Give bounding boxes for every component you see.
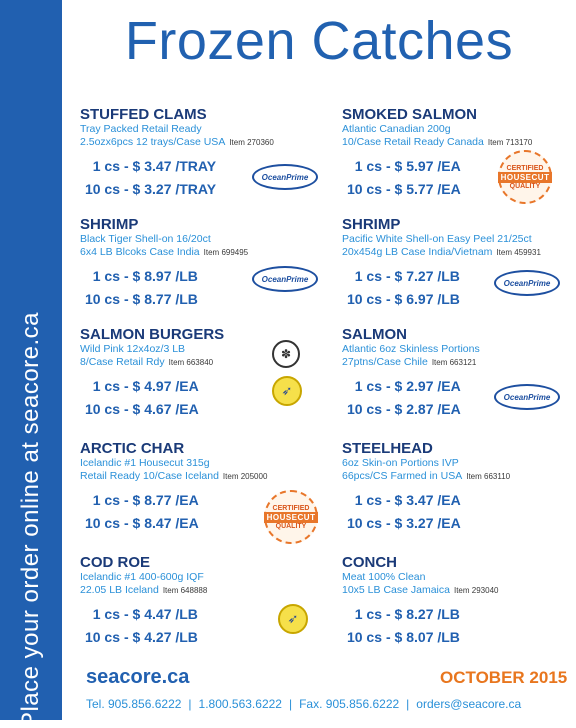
product-desc: Icelandic #1 400-600g IQF <box>80 571 204 583</box>
footer-website[interactable]: seacore.ca <box>86 666 190 688</box>
product-name: CONCH <box>342 554 397 571</box>
item-number: Item 699495 <box>203 248 249 257</box>
price-row: 1 cs - $ 7.27 /LB <box>354 268 460 284</box>
oceanprime-logo: OceanPrime <box>252 164 318 190</box>
product-name: SMOKED SALMON <box>342 106 477 123</box>
item-number: Item 663840 <box>168 358 214 367</box>
fish-certification-icon: ➶ <box>278 604 308 634</box>
sidebar <box>0 0 62 728</box>
product-desc: 10x5 LB Case Jamaica Item 293040 <box>342 584 499 596</box>
product-desc: Atlantic Canadian 200g <box>342 123 451 135</box>
product-card <box>80 106 325 214</box>
sidebar-order-text: Place your order online at seacore.ca <box>17 311 44 728</box>
product-name: SALMON BURGERS <box>80 326 225 343</box>
product-name: SALMON <box>342 326 407 343</box>
product-name: SHRIMP <box>80 216 139 233</box>
oceanprime-logo: OceanPrime <box>494 384 560 410</box>
item-number: Item 270360 <box>229 138 274 147</box>
price-row: 10 cs - $ 6.97 /LB <box>346 291 460 307</box>
item-number: Item 459931 <box>496 248 541 257</box>
fish-certification-icon: ➶ <box>272 376 302 406</box>
product-desc: 20x454g LB Case India/Vietnam Item 459931 <box>342 246 541 258</box>
product-name: STEELHEAD <box>342 440 433 457</box>
oceanprime-logo: OceanPrime <box>252 266 318 292</box>
product-desc: Icelandic #1 Housecut 315g <box>80 457 210 469</box>
price-row: 10 cs - $ 3.27 /EA <box>346 515 461 531</box>
product-desc: Wild Pink 12x4oz/3 LB <box>80 343 186 355</box>
price-row: 1 cs - $ 8.77 /EA <box>92 492 199 508</box>
product-desc: 8/Case Retail Rdy Item 663840 <box>80 356 214 368</box>
price-row: 1 cs - $ 5.97 /EA <box>354 158 461 174</box>
product-desc: 66pcs/CS Farmed in USA Item 663110 <box>342 470 511 482</box>
price-row: 10 cs - $ 2.87 /EA <box>346 401 461 417</box>
product-name: STUFFED CLAMS <box>80 106 207 123</box>
price-row: 1 cs - $ 4.47 /LB <box>92 606 198 622</box>
product-card <box>342 554 576 662</box>
product-card <box>342 326 576 434</box>
price-row: 1 cs - $ 8.97 /LB <box>92 268 198 284</box>
product-desc: Pacific White Shell-on Easy Peel 21/25ct <box>342 233 532 245</box>
toll-free: 1.800.563.6222 <box>198 697 282 711</box>
price-row: 1 cs - $ 3.47 /TRAY <box>92 158 217 174</box>
product-desc: Meat 100% Clean <box>342 571 426 583</box>
item-number: Item 293040 <box>453 586 499 595</box>
product-desc: 22.05 LB Iceland Item 648888 <box>80 584 208 596</box>
price-row: 10 cs - $ 5.77 /EA <box>346 181 461 197</box>
price-row: 1 cs - $ 2.97 /EA <box>354 378 461 394</box>
product-desc: 6oz Skin-on Portions IVP <box>342 457 459 469</box>
item-number: Item 205000 <box>222 472 268 481</box>
email-link[interactable]: orders@seacore.ca <box>416 697 522 711</box>
product-desc: Black Tiger Shell-on 16/20ct <box>80 233 211 245</box>
price-row: 10 cs - $ 8.77 /LB <box>84 291 198 307</box>
product-desc: 6x4 LB Blcoks Case India Item 699495 <box>80 246 249 258</box>
price-row: 1 cs - $ 4.97 /EA <box>92 378 199 394</box>
item-number: Item 663121 <box>431 358 477 367</box>
item-number: Item 648888 <box>162 586 208 595</box>
price-row: 10 cs - $ 3.27 /TRAY <box>84 181 217 197</box>
oceanprime-logo: OceanPrime <box>494 270 560 296</box>
page-title: Frozen Catches <box>124 11 514 71</box>
footer-date: OCTOBER 2015 <box>440 668 568 687</box>
telephone: Tel. 905.856.6222 <box>86 697 182 711</box>
price-row: 10 cs - $ 8.47 /EA <box>84 515 199 531</box>
product-desc: 10/Case Retail Ready Canada Item 713170 <box>342 136 533 148</box>
fax: Fax. 905.856.6222 <box>299 697 400 711</box>
housecut-badge: CERTIFIED HOUSECUT QUALITY <box>264 490 318 544</box>
price-row: 10 cs - $ 4.67 /EA <box>84 401 199 417</box>
price-row: 1 cs - $ 8.27 /LB <box>354 606 460 622</box>
product-desc: Retail Ready 10/Case Iceland Item 205000 <box>80 470 268 482</box>
housecut-badge: CERTIFIED HOUSECUT QUALITY <box>498 150 552 204</box>
product-desc: Tray Packed Retail Ready <box>80 123 202 135</box>
product-card <box>342 440 576 548</box>
price-row: 1 cs - $ 3.47 /EA <box>354 492 461 508</box>
price-row: 10 cs - $ 8.07 /LB <box>346 629 460 645</box>
contact-line: Tel. 905.856.6222 | 1.800.563.6222 | Fax. 905.856.6222 | orders@seacore.ca <box>86 697 522 711</box>
product-card <box>342 216 576 324</box>
item-number: Item 713170 <box>487 138 533 147</box>
product-desc: 2.5ozx6pcs 12 trays/Case USA Item 270360 <box>80 136 274 148</box>
product-name: COD ROE <box>80 554 151 571</box>
product-name: ARCTIC CHAR <box>80 440 185 457</box>
product-desc: 27ptns/Case Chile Item 663121 <box>342 356 477 368</box>
item-number: Item 663110 <box>466 472 511 481</box>
product-name: SHRIMP <box>342 216 401 233</box>
product-desc: Atlantic 6oz Skinless Portions <box>342 343 480 355</box>
sustainable-seal-icon: ✽ <box>272 340 300 368</box>
price-row: 10 cs - $ 4.27 /LB <box>84 629 198 645</box>
